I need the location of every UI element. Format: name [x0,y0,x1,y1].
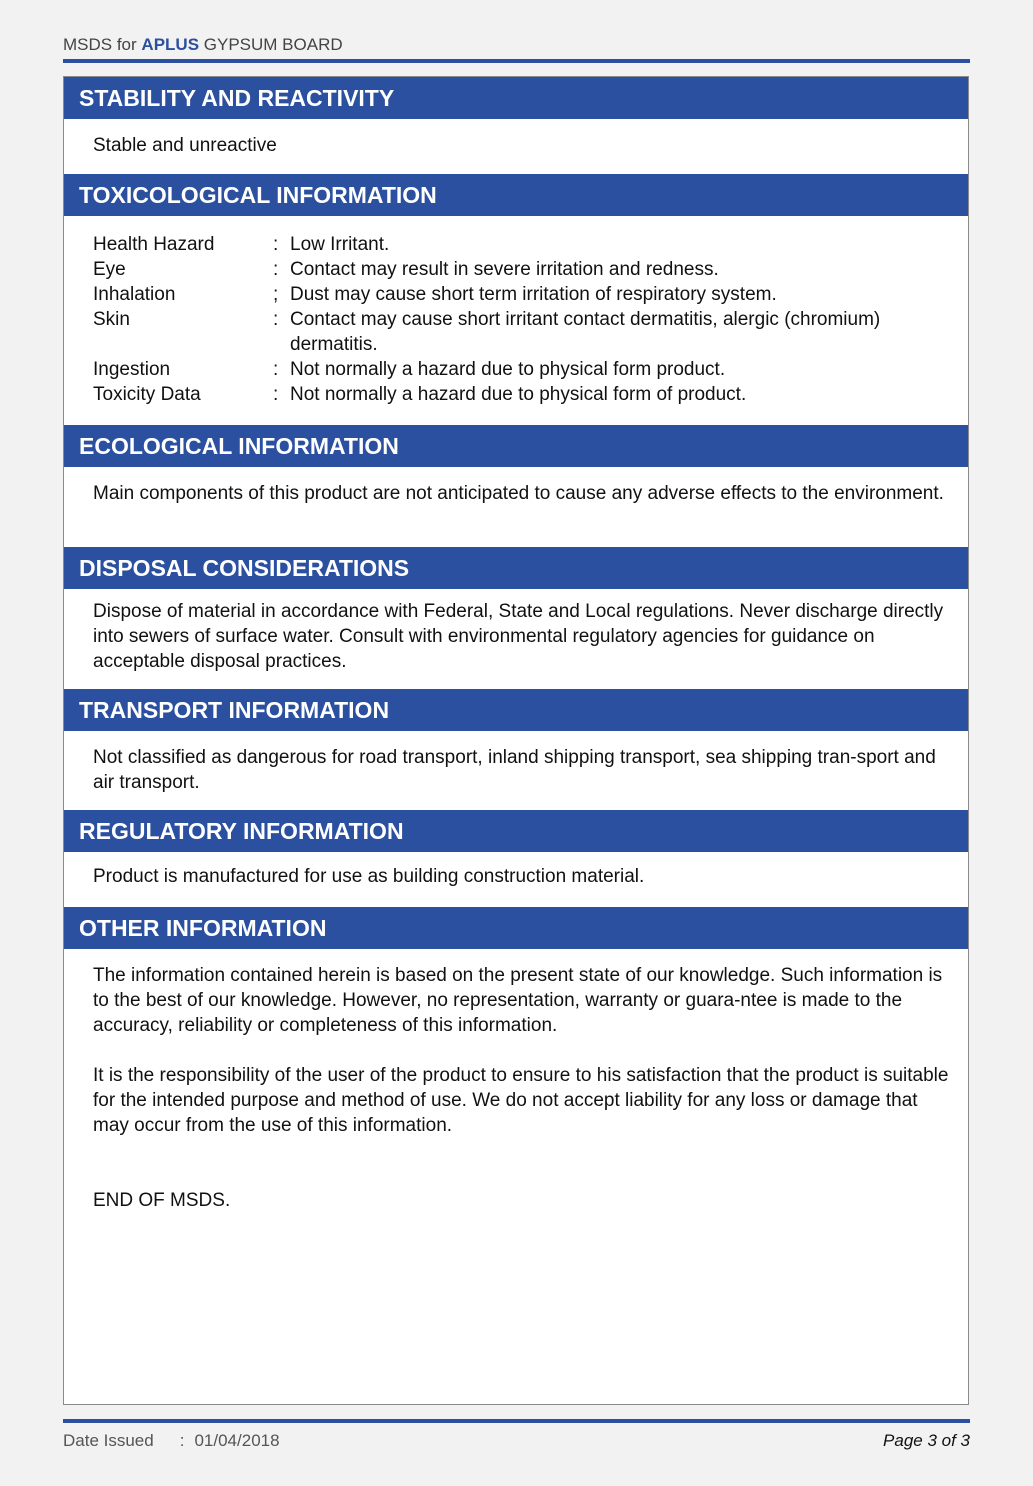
section-header-toxicological: TOXICOLOGICAL INFORMATION [64,174,968,216]
document-title [63,35,343,55]
tox-value: Not normally a hazard due to physical form of product. [290,384,747,405]
section-header-ecological: ECOLOGICAL INFORMATION [64,425,968,467]
regulatory-text: Product is manufactured for use as building construction material. [93,866,645,887]
section-header-regulatory: REGULATORY INFORMATION [64,810,968,852]
date-issued [63,1431,280,1451]
title-prefix: MSDS for [63,35,137,54]
section-header-stability: STABILITY AND REACTIVITY [64,77,968,119]
product-name: GYPSUM BOARD [203,35,343,54]
tox-separator: ; [273,284,279,305]
tox-value: Low Irritant. [290,234,390,255]
date-value: 01/04/2018 [194,1431,280,1450]
other-paragraph-1: The information contained herein is based on the present state of our knowledge. Such information is to the best of our knowledge. However, no representation, warranty or guara-ntee is made to the accuracy, reliability or completeness of this information. [93,965,943,1036]
tox-separator: : [273,309,279,330]
tox-value: Not normally a hazard due to physical form product. [290,359,726,380]
tox-separator: : [273,359,279,380]
end-note: END OF MSDS. [93,1190,231,1211]
brand-name: APLUS [141,35,200,54]
page-number: Page 3 of 3 [883,1431,970,1450]
section-header-transport: TRANSPORT INFORMATION [64,689,968,731]
tox-label: Eye [93,259,126,280]
section-header-other: OTHER INFORMATION [64,907,968,949]
tox-separator: : [273,234,279,255]
header-divider [63,59,970,63]
tox-label: Ingestion [93,359,171,380]
tox-value: Contact may cause short irritant contact dermatitis, alergic (chromium) dermatitis. [290,309,881,355]
ecological-text: Main components of this product are not anticipated to cause any adverse effects to the environment. [93,483,944,504]
tox-label: Toxicity Data [93,384,201,405]
tox-label: Skin [93,309,130,330]
date-label: Date Issued [63,1431,154,1450]
tox-separator: : [273,259,279,280]
tox-value: Contact may result in severe irritation and redness. [290,259,719,280]
tox-separator: : [273,384,279,405]
footer-divider [63,1419,970,1423]
date-separator: : [179,1431,185,1450]
transport-text: Not classified as dangerous for road transport, inland shipping transport, sea shipping tran-sport and air transport. [93,747,936,793]
tox-label: Inhalation [93,284,176,305]
tox-label: Health Hazard [93,234,215,255]
stability-text: Stable and unreactive [93,135,277,156]
tox-value: Dust may cause short term irritation of respiratory system. [290,284,777,305]
other-paragraph-2: It is the responsibility of the user of the product to ensure to his satisfaction that the product is suitable for the intended purpose and method of use. We do not accept liability for any loss or damage that may occur from the use of this information. [93,1065,949,1136]
msds-content [63,76,969,1405]
disposal-text: Dispose of material in accordance with Federal, State and Local regulations. Never discharge directly into sewers of surface water. Consult with environmental regulatory agencies for guidance on acceptable disposal practices. [93,601,944,672]
section-header-disposal: DISPOSAL CONSIDERATIONS [64,547,968,589]
